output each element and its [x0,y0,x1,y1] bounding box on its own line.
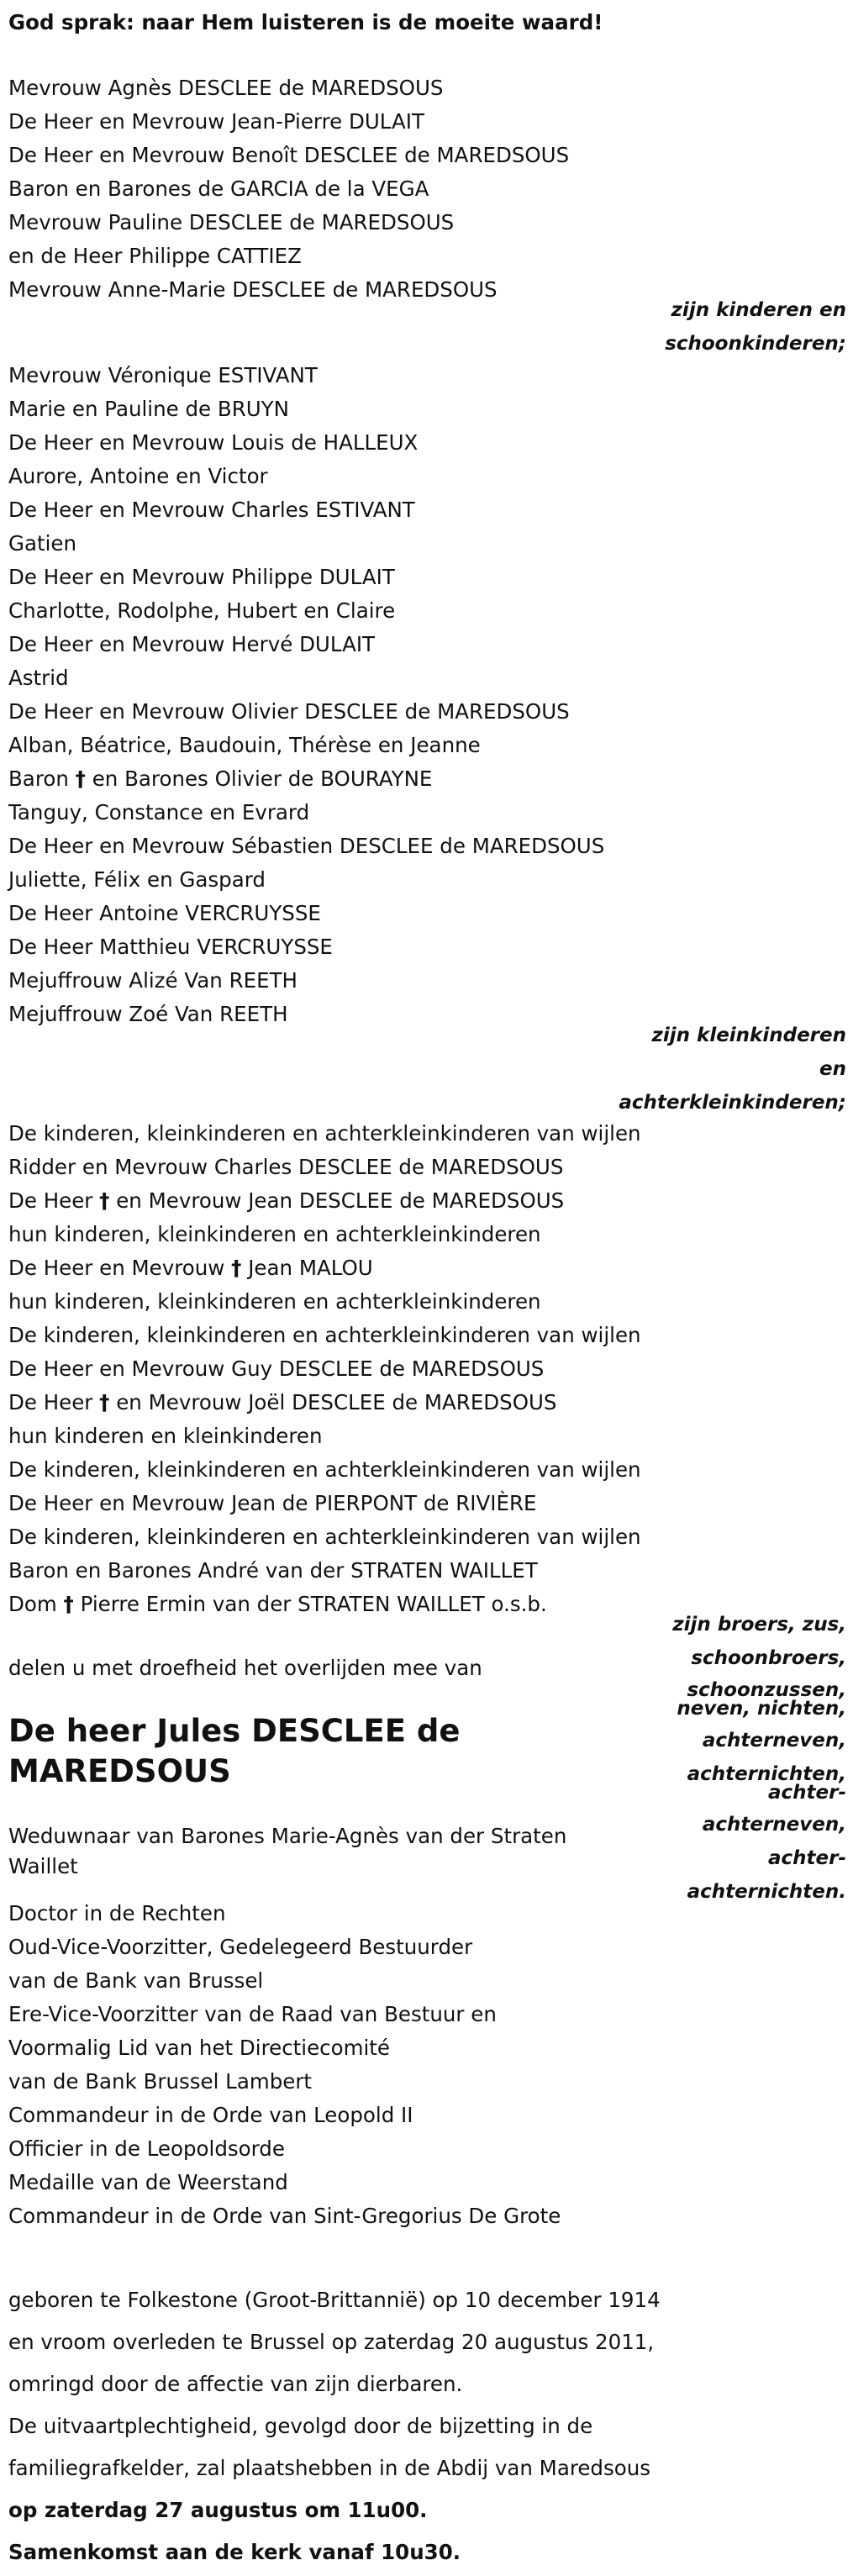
role-line: achterkleinkinderen; [619,1092,846,1114]
family-member: De Heer en Mevrouw Jean de PIERPONT de RIVIÈRE [8,1491,537,1515]
family-member: Gatien [8,531,77,556]
family-member: hun kinderen en kleinkinderen [8,1424,323,1448]
family-member: Astrid [8,666,69,690]
title-item: Commandeur in de Orde van Leopold II [8,2103,413,2127]
announcement: delen u met droefheid het overlijden mee van [8,1656,482,1680]
family-member: De Heer en Mevrouw Charles ESTIVANT [8,498,415,522]
family-member-name: en Barones Olivier de BOURAYNE [92,766,433,791]
family-member: hun kinderen, kleinkinderen en achterkleinkinderen [8,1289,541,1314]
family-member: De Heer en Mevrouw Guy DESCLEE de MAREDSOUS [8,1356,545,1381]
title-item: Voormalig Lid van het Directiecomité [8,2036,390,2060]
title-item: Ere-Vice-Voorzitter van de Raad van Bestuur en [8,2002,497,2026]
family-member: De Heer Antoine VERCRUYSSE [8,901,321,925]
widower-line: Waillet [8,1854,78,1878]
family-member: Aurore, Antoine en Victor [8,464,268,488]
dagger-icon: † [75,766,86,791]
family-member: De kinderen, kleinkinderen en achterkleinkinderen van wijlen [8,1121,641,1146]
family-member-deceased [8,1592,547,1617]
family-member: De Heer Matthieu VERCRUYSSE [8,935,333,959]
family-member-deceased [8,766,432,792]
deceased-name-line: MAREDSOUS [8,1753,231,1789]
deceased-name [8,1711,461,1792]
detail-line: familiegrafkelder, zal plaatshebben in de Abdij van Maredsous [8,2456,651,2480]
detail-line: geboren te Folkestone (Groot-Brittannië) op 10 december 1914 [8,2288,661,2312]
title-item: Oud-Vice-Voorzitter, Gedelegeerd Bestuurder [8,1935,473,1959]
role-line: en [819,1058,846,1080]
family-member-name: Pierre Ermin van der STRATEN WAILLET o.s.b. [80,1592,547,1616]
family-member: Mevrouw Véronique ESTIVANT [8,363,318,387]
widower-line: Weduwnaar van Barones Marie-Agnès van der Straten [8,1824,567,1848]
title-item: Officier in de Leopoldsorde [8,2136,285,2161]
role-line: schoonkinderen; [665,333,846,355]
family-member-name: Jean MALOU [248,1256,373,1280]
dagger-icon: † [99,1188,110,1213]
detail-line: en vroom overleden te Brussel op zaterdag 20 augustus 2011, [8,2330,655,2354]
role-line: zijn broers, zus, [672,1614,846,1636]
service-time: op zaterdag 27 augustus om 11u00. [8,2498,428,2522]
family-member: Mevrouw Anne-Marie DESCLEE de MAREDSOUS [8,277,498,302]
role-line: neven, nichten, [677,1698,846,1720]
family-member-title: Dom [8,1592,57,1616]
role-line: achterneven, [702,1814,846,1836]
title-item: van de Bank Brussel Lambert [8,2069,313,2094]
family-member: De Heer en Mevrouw Benoît DESCLEE de MAREDSOUS [8,143,570,167]
family-member: Juliette, Félix en Gaspard [8,867,266,892]
opening-quote: God sprak: naar Hem luisteren is de moeite waard! [8,10,603,34]
family-member: Marie en Pauline de BRUYN [8,397,289,421]
family-member-title: De Heer en Mevrouw [8,1256,225,1280]
role-line: achterneven, [702,1730,846,1752]
family-member-deceased [8,1188,564,1214]
role-line: zijn kinderen en [671,299,846,321]
family-member-deceased [8,1256,373,1281]
family-member-title: De Heer [8,1390,93,1414]
role-line: achternichten, [687,1763,846,1785]
family-member: Baron en Barones André van der STRATEN WAILLET [8,1558,538,1583]
family-member: De Heer en Mevrouw Jean-Pierre DULAIT [8,109,424,134]
family-member: De Heer en Mevrouw Philippe DULAIT [8,565,395,589]
role-line: schoonbroers, [691,1647,846,1669]
family-member: Alban, Béatrice, Baudouin, Thérèse en Jeanne [8,733,481,757]
gathering-time: Samenkomst aan de kerk vanaf 10u30. [8,2540,461,2564]
role-line: achternichten. [687,1881,846,1903]
family-member: De Heer en Mevrouw Olivier DESCLEE de MAREDSOUS [8,699,570,724]
family-member: De Heer en Mevrouw Hervé DULAIT [8,632,376,656]
family-member-title: De Heer [8,1188,93,1213]
title-item: Commandeur in de Orde van Sint-Gregorius De Grote [8,2204,561,2228]
family-member-name: en Mevrouw Jean DESCLEE de MAREDSOUS [116,1188,565,1213]
deceased-name-line: De heer Jules DESCLEE de [8,1713,461,1749]
family-member: De Heer en Mevrouw Louis de HALLEUX [8,430,419,455]
title-item: van de Bank van Brussel [8,1968,264,1993]
dagger-icon: † [99,1390,110,1414]
family-member: De kinderen, kleinkinderen en achterkleinkinderen van wijlen [8,1525,641,1549]
family-member: Mejuffrouw Alizé Van REETH [8,968,297,993]
title-item: Medaille van de Weerstand [8,2170,288,2194]
family-member-title: Baron [8,766,69,791]
role-line: zijn kleinkinderen [651,1025,846,1046]
family-member: en de Heer Philippe CATTIEZ [8,244,302,268]
title-item: Doctor in de Rechten [8,1901,226,1925]
family-member-deceased [8,1390,556,1415]
role-line: schoonzussen, [687,1679,846,1701]
family-member: Mejuffrouw Zoé Van REETH [8,1002,288,1026]
family-member: Charlotte, Rodolphe, Hubert en Claire [8,598,396,623]
family-member: Mevrouw Agnès DESCLEE de MAREDSOUS [8,76,444,100]
family-member: Mevrouw Pauline DESCLEE de MAREDSOUS [8,210,455,234]
family-member: De kinderen, kleinkinderen en achterkleinkinderen van wijlen [8,1323,641,1347]
family-member: De kinderen, kleinkinderen en achterkleinkinderen van wijlen [8,1457,641,1482]
family-member: De Heer en Mevrouw Sébastien DESCLEE de MAREDSOUS [8,834,605,858]
family-member: Tanguy, Constance en Evrard [8,800,310,824]
dagger-icon: † [63,1592,74,1616]
family-member: Ridder en Mevrouw Charles DESCLEE de MAREDSOUS [8,1155,564,1179]
role-line: achter- [767,1782,846,1804]
dagger-icon: † [231,1256,242,1280]
detail-line: De uitvaartplechtigheid, gevolgd door de bijzetting in de [8,2414,593,2438]
detail-line: omringd door de affectie van zijn dierbaren. [8,2372,463,2396]
family-member: Baron en Barones de GARCIA de la VEGA [8,176,429,201]
role-line: achter- [767,1847,846,1869]
family-member: hun kinderen, kleinkinderen en achterkleinkinderen [8,1222,541,1246]
family-member-name: en Mevrouw Joël DESCLEE de MAREDSOUS [116,1390,557,1414]
